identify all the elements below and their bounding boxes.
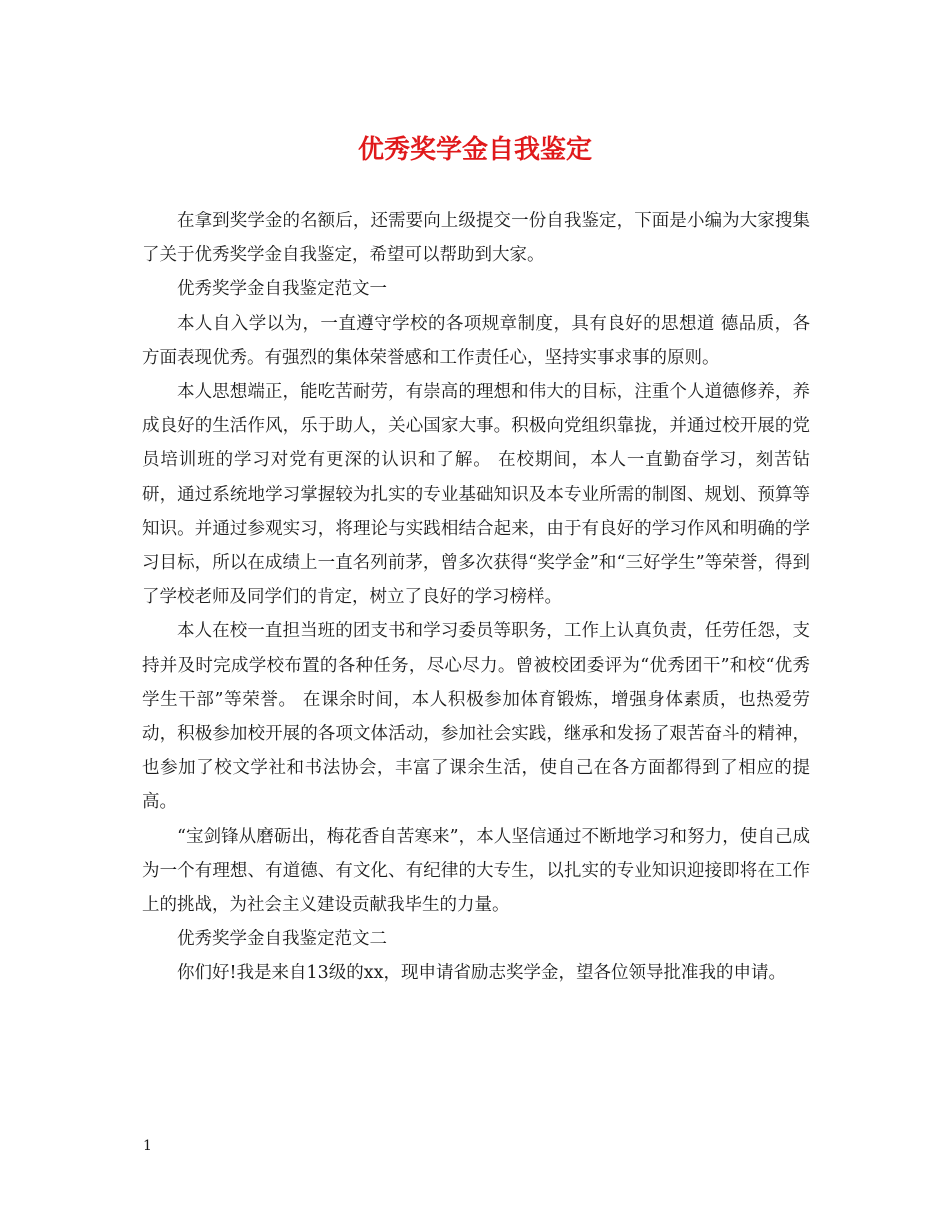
paragraph: 本人在校一直担当班的团支书和学习委员等职务，工作上认真负责，任劳任怨，支持并及时完成学校布置的各种任务，尽心尽力。曾被校团委评为“优秀团干”和校“优秀学生干部”等荣誉。 在课余时间，本人积极参加体育锻炼，增强身体素质，也热爱劳动，积极参加校开展的各项文体活动，参加社会实践，继承和发扬了艰苦奋斗的精神，也参加了校文学社和书法协会，丰富了课余生活，使自己在各方面都得到了相应的提高。	[142, 621, 810, 813]
paragraph-intro: 在拿到奖学金的名额后，还需要向上级提交一份自我鉴定，下面是小编为大家搜集了关于优秀奖学金自我鉴定，希望可以帮助到大家。	[142, 211, 810, 266]
section-heading-sample-two: 优秀奖学金自我鉴定范文二	[177, 929, 387, 950]
document-body	[142, 204, 810, 991]
page-number: 1	[143, 1138, 152, 1154]
paragraph: 本人自入学以为，一直遵守学校的各项规章制度，具有良好的思想道 德品质，各方面表现优秀。有强烈的集体荣誉感和工作责任心，坚持实事求事的原则。	[142, 313, 810, 368]
paragraph: “宝剑锋从磨砺出，梅花香自苦寒来”，本人坚信通过不断地学习和努力，使自己成为一个有理想、有道德、有文化、有纪律的大专生，以扎实的专业知识迎接即将在工作上的挑战，为社会主义建设贡献我毕生的力量。	[142, 826, 810, 916]
document-title: 优秀奖学金自我鉴定	[357, 135, 592, 165]
paragraph: 本人思想端正，能吃苦耐劳，有崇高的理想和伟大的目标，注重个人道德修养，养成良好的生活作风，乐于助人，关心国家大事。积极向党组织靠拢，并通过校开展的党员培训班的学习对党有更深的认识和了解。 在校期间，本人一直勤奋学习，刻苦钻研，通过系统地学习掌握较为扎实的专业基础知识及本专业所需的制图、规划、预算等知识。并通过参观实习，将理论与实践相结合起来，由于有良好的学习作风和明确的学习目标，所以在成绩上一直名列前茅，曾多次获得“奖学金”和“三好学生”等荣誉，得到了学校老师及同学们的肯定，树立了良好的学习榜样。	[142, 382, 810, 608]
section-heading-sample-one: 优秀奖学金自我鉴定范文一	[177, 279, 387, 300]
paragraph: 你们好!我是来自13级的xx，现申请省励志奖学金，望各位领导批准我的申请。	[177, 963, 787, 984]
